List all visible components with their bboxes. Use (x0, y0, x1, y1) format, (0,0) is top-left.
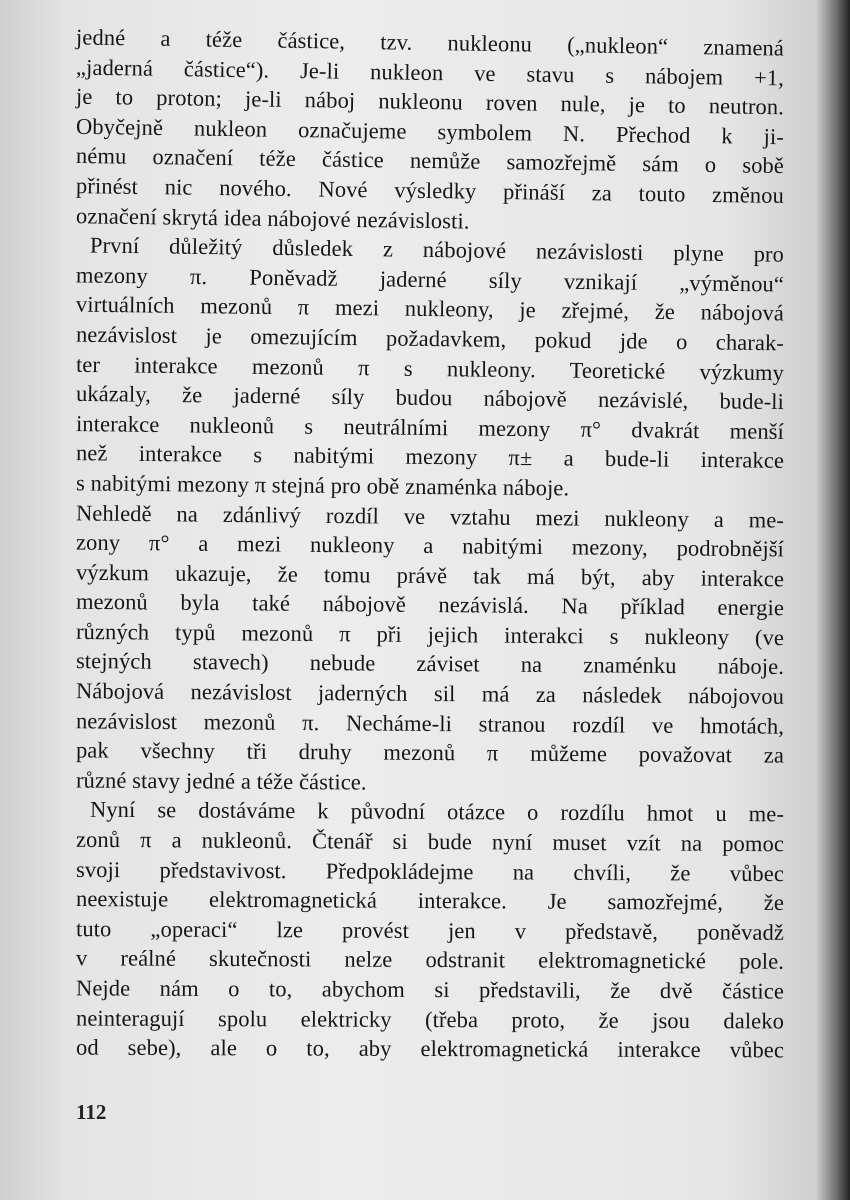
text-line: nému označení téže částice nemůže samozřejmě sám o sobě (75, 143, 785, 179)
text-line: pak všechny tři druhy mezonů π můžeme považovat za (75, 737, 785, 768)
text-line: různé stavy jedné a téže částice. (75, 767, 367, 795)
text-line: nezávislost je omezujícím požadavkem, pokud jde o charak- (75, 321, 785, 356)
text-line: výzkum ukazuje, že tomu právě tak má být, aby interakce (75, 559, 785, 592)
text-line: neexistuje elektromagnetická interakce. Je samozřejmé, že (75, 886, 785, 916)
text-line: ter interakce mezonů π s nukleony. Teoretické výzkumy (75, 351, 785, 385)
page-text (75, 24, 785, 1064)
text-line: zonů π a nukleonů. Čtenář si bude nyní muset vzít na pomoc (75, 826, 785, 857)
text-line: v reálné skutečnosti nelze odstranit elektromagnetické pole. (75, 945, 785, 975)
text-line: mezony π. Poněvadž jaderné síly vznikají „výměnou“ (75, 262, 785, 297)
text-line: stejných stavech) nebude záviset na znaménku náboje. (75, 648, 785, 680)
text-line: virtuálních mezonů π mezi nukleony, je zřejmé, že nábojová (75, 291, 785, 326)
text-line: interakce nukleonů s neutrálními mezony π° dvakrát menší (75, 410, 785, 444)
text-line: Nehledě na zdánlivý rozdíl ve vztahu mezi nukleony a me- (75, 499, 785, 533)
text-line: zony π° a mezi nukleony a nabitými mezony, podrobnější (75, 529, 785, 562)
text-line: různých typů mezonů π při jejich interakci s nukleony (ve (75, 618, 785, 650)
text-line: jedné a téže částice, tzv. nukleonu („nukleon“ znamená (75, 24, 785, 61)
text-line: od sebe), ale o to, aby elektromagnetická interakce vůbec (75, 1034, 785, 1063)
text-line: neinteragují spolu elektricky (třeba proto, že jsou daleko (75, 1005, 785, 1034)
text-line: „jaderná částice“). Je-li nukleon ve stavu s nábojem +1, (75, 54, 785, 91)
text-line: tuto „operaci“ lze provést jen v představě, poněvadž (75, 915, 785, 945)
text-line: Nábojová nezávislost jaderných sil má za následek nábojovou (75, 678, 785, 709)
text-line: s nabitými mezony π stejná pro obě znaménka náboje. (75, 470, 570, 501)
text-line: svoji představivost. Předpokládejme na chvíli, že vůbec (75, 856, 785, 886)
text-line: První důležitý důsledek z nábojové nezávislosti plyne pro (89, 232, 785, 267)
text-line: Nejde nám o to, abychom si představili, že dvě částice (75, 975, 785, 1004)
text-line: než interakce s nabitými mezony π± a bude-li interakce (75, 440, 785, 474)
page-number: 112 (76, 1100, 107, 1124)
text-line: označení skrytá idea nábojové nezávislosti. (75, 202, 470, 234)
text-line: nezávislost mezonů π. Necháme-li stranou rozdíl ve hmotách, (75, 707, 785, 739)
text-line: ukázaly, že jaderné síly budou nábojově nezávislé, bude-li (75, 381, 785, 415)
text-line: Obyčejně nukleon označujeme symbolem N. Přechod k ji- (75, 113, 785, 149)
text-line: mezonů byla také nábojově nezávislá. Na příklad energie (75, 589, 785, 621)
text-line: Nyní se dostáváme k původní otázce o rozdílu hmot u me- (89, 797, 785, 827)
text-line: je to proton; je-li náboj nukleonu roven nule, je to neutron. (75, 83, 785, 120)
text-line: přinést nic nového. Nové výsledky přináší za touto změnou (75, 173, 785, 208)
